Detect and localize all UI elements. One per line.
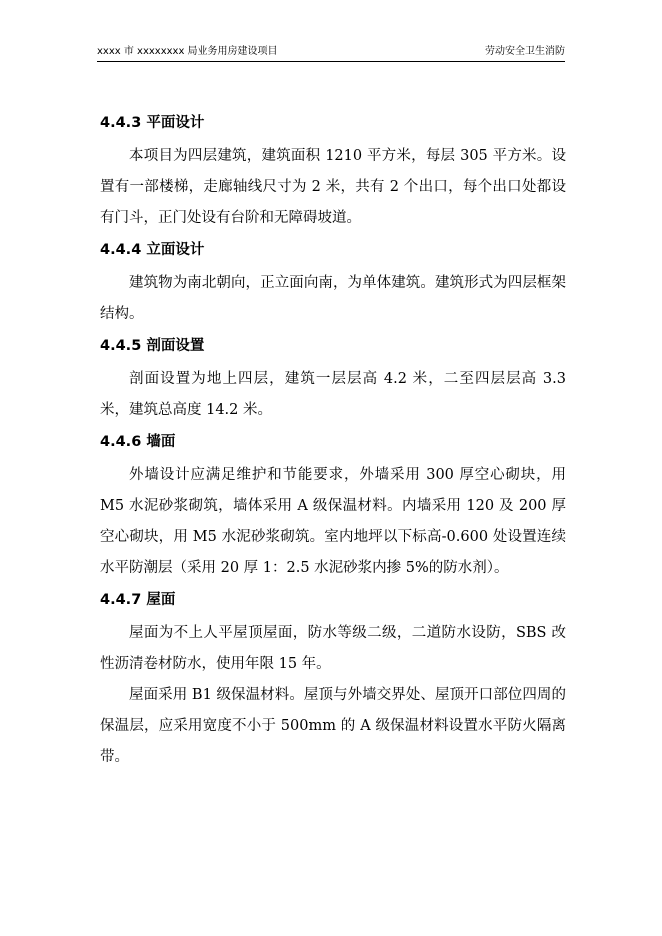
paragraph-walls: 外墙设计应满足维护和节能要求，外墙采用 300 厚空心砌块，用 M5 水泥砂浆砌筑，墙体采用 A 级保温材料。内墙采用 120 及 200 厚空心砌块，用 M5 水泥砂浆砌筑。室内地坪以下标高-0.600 处设置连续水平防潮层（采用 20 厚 1：2.5 水泥砂浆内掺 5%的防水剂）。	[100, 467, 566, 576]
paragraph-plan-design: 本项目为四层建筑，建筑面积 1210 平方米，每层 305 平方米。设置有一部楼梯，走廊轴线尺寸为 2 米，共有 2 个出口，每个出口处都设有门斗，正门处设有台阶和无障碍坡道。	[100, 148, 566, 226]
section-heading-section-setting: 4.4.5 剖面设置	[100, 338, 205, 354]
document-body	[100, 107, 566, 773]
header-project-name: xxxx 市 xxxxxxxx 局业务用房建设项目	[97, 46, 278, 57]
paragraph-roof-insulation: 屋面采用 B1 级保温材料。屋顶与外墙交界处、屋顶开口部位四周的保温层，应采用宽度不小于 500mm 的 A 级保温材料设置水平防火隔离带。	[100, 687, 566, 765]
section-heading-walls: 4.4.6 墙面	[100, 434, 176, 450]
paragraph-elevation-design: 建筑物为南北朝向，正立面向南，为单体建筑。建筑形式为四层框架结构。	[100, 275, 566, 322]
section-heading-plan-design: 4.4.3 平面设计	[100, 115, 205, 131]
section-heading-roof: 4.4.7 屋面	[100, 592, 176, 608]
section-heading-elevation-design: 4.4.4 立面设计	[100, 242, 205, 258]
paragraph-section-setting: 剖面设置为地上四层，建筑一层层高 4.2 米，二至四层层高 3.3 米，建筑总高度 14.2 米。	[100, 371, 566, 418]
page-header	[97, 45, 565, 62]
paragraph-roof-waterproofing: 屋面为不上人平屋顶屋面，防水等级二级，二道防水设防，SBS 改性沥清卷材防水，使用年限 15 年。	[100, 625, 566, 672]
header-chapter-name: 劳动安全卫生消防	[485, 46, 565, 57]
